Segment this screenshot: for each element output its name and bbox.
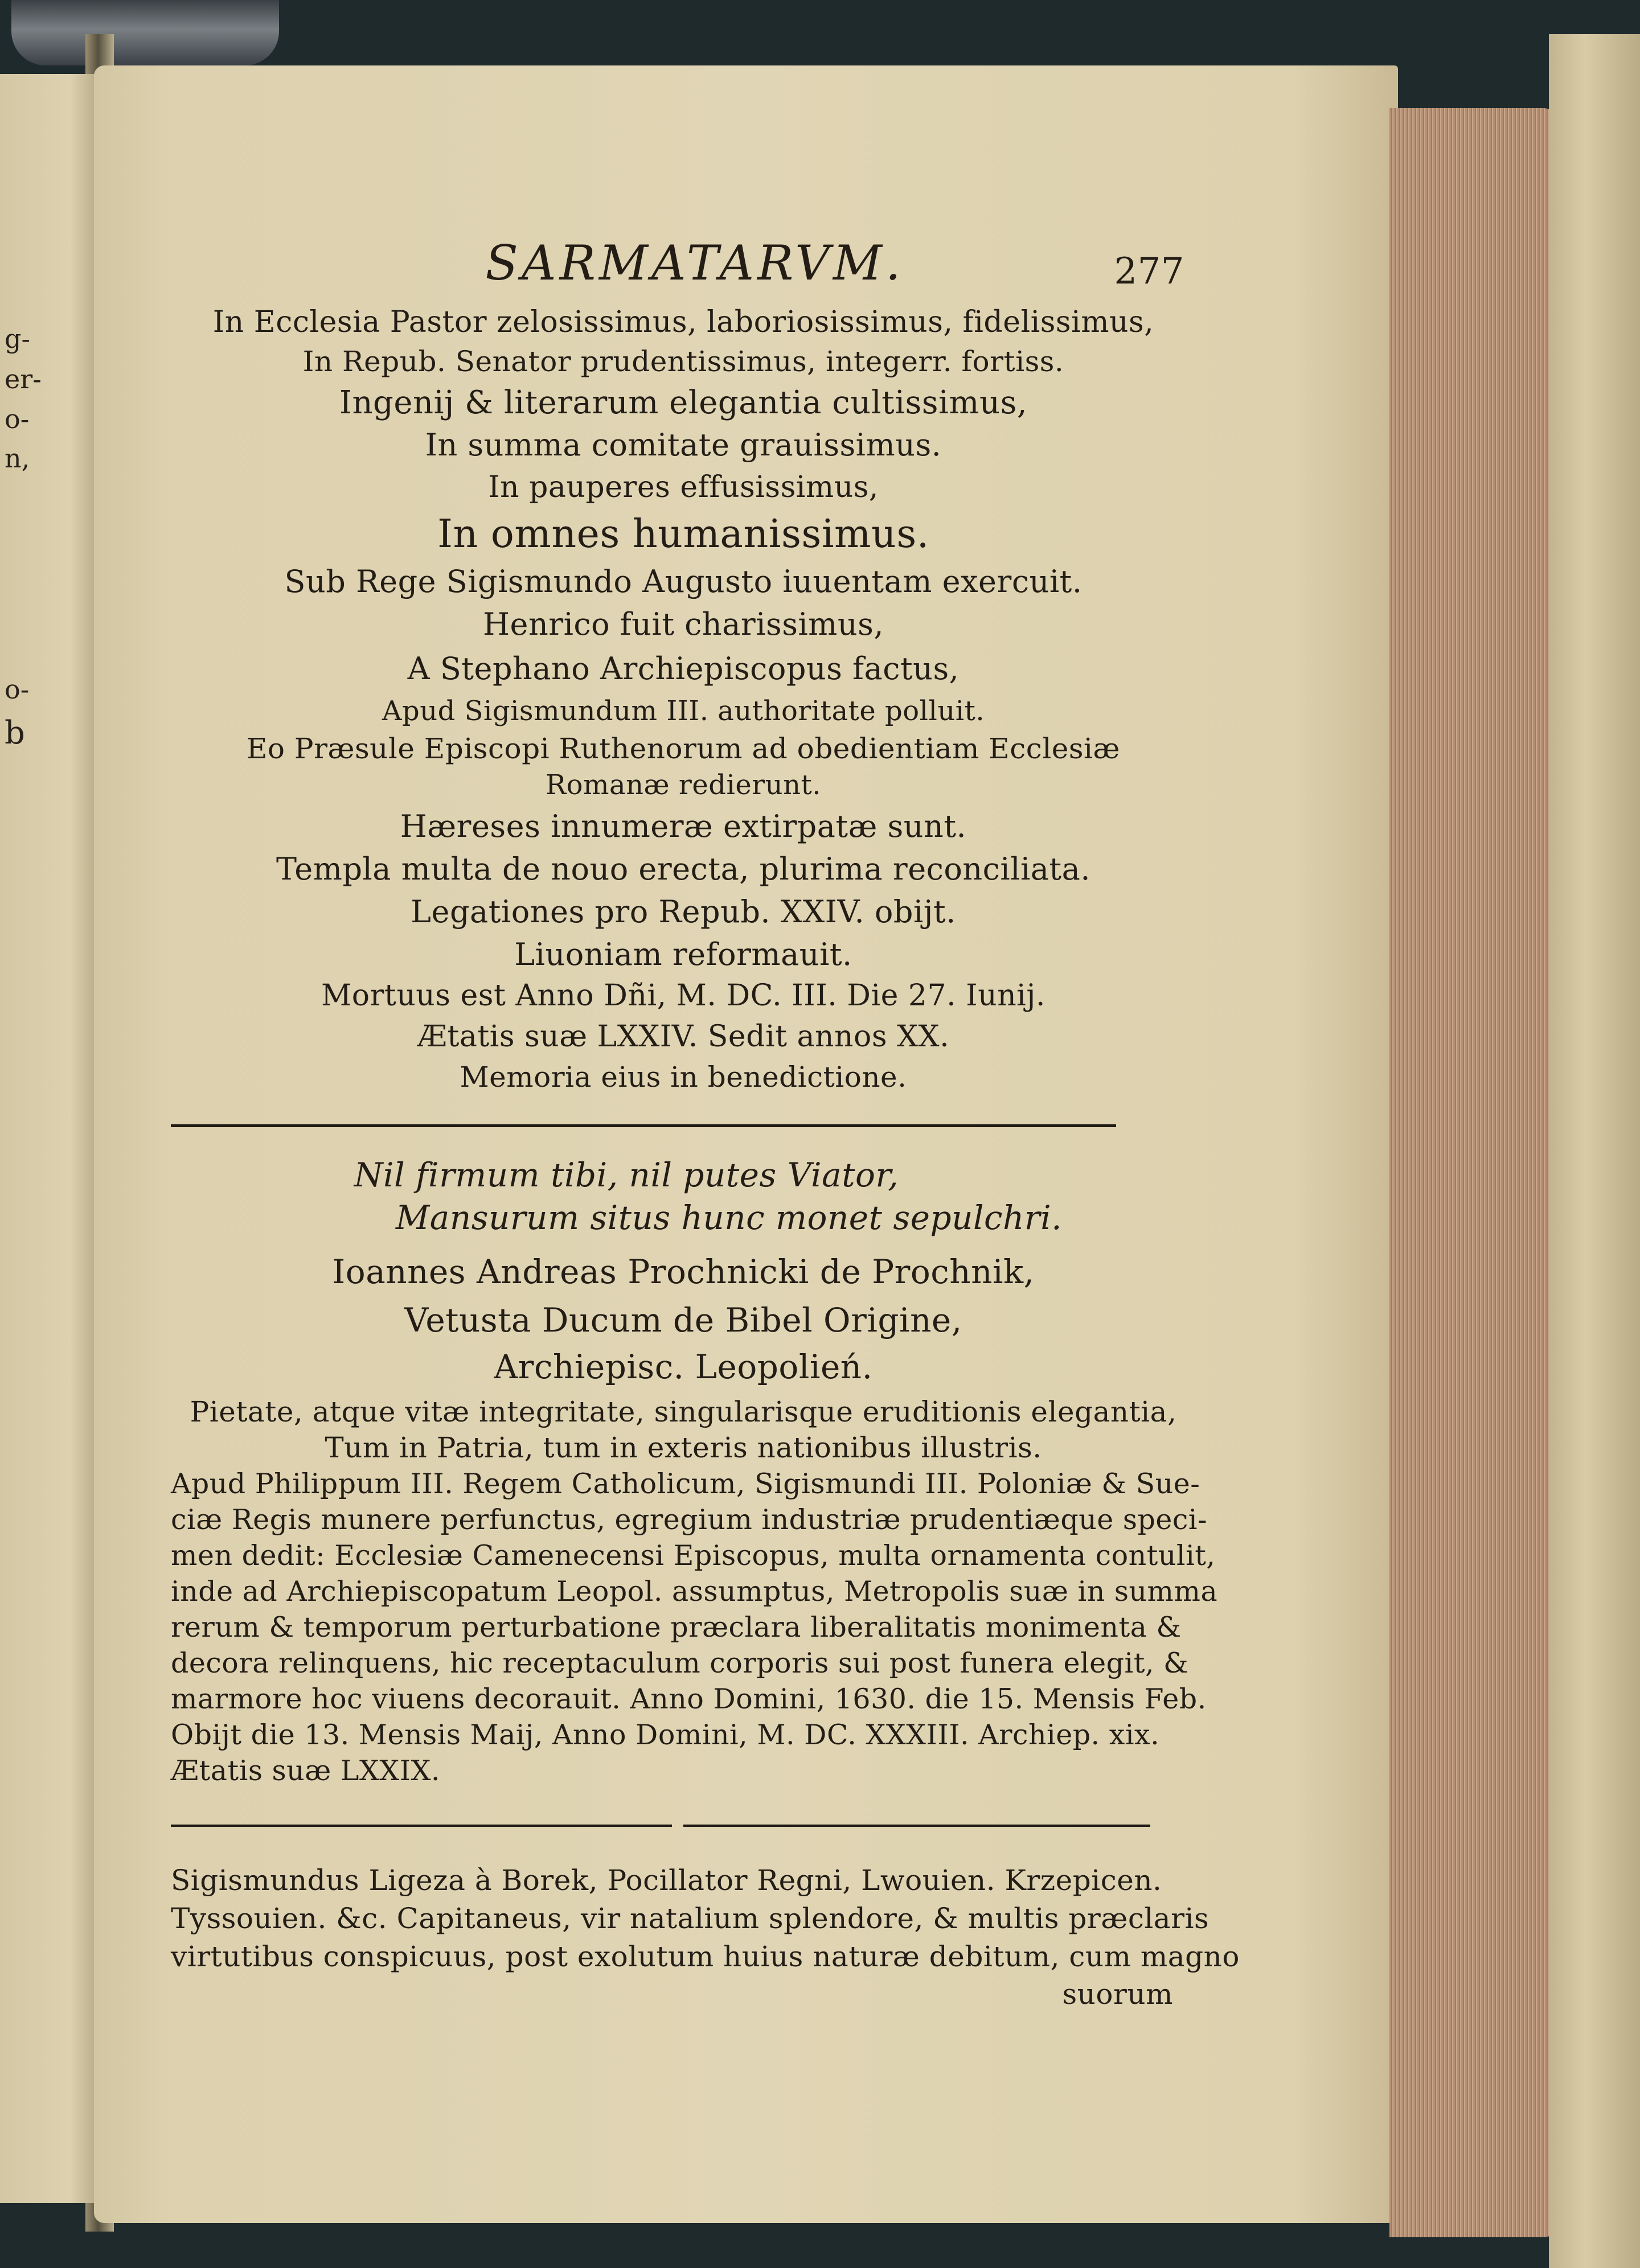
epitaph-line: Templa multa de nouo erecta, plurima reconciliata.	[276, 851, 1090, 887]
left-page-fragment: er-	[5, 364, 42, 395]
epitaph-line: In summa comitate grauissimus.	[425, 427, 942, 463]
epitaph-line: Apud Sigismundum III. authoritate polluit.	[382, 695, 985, 727]
body-line: men dedit: Ecclesiæ Camenecensi Episcopus, multa ornamenta contulit,	[171, 1539, 1216, 1572]
page-edges	[1389, 108, 1560, 2237]
body-line: Sigismundus Ligeza à Borek, Pocillator Regni, Lwouien. Krzepicen.	[171, 1864, 1162, 1897]
epitaph-line: Eo Præsule Episcopi Ruthenorum ad obedientiam Ecclesiæ	[246, 732, 1121, 765]
verse-line: Nil firmum tibi, nil putes Viator,	[354, 1156, 899, 1194]
section-divider	[171, 1124, 1116, 1127]
body-line: Apud Philippum III. Regem Catholicum, Sigismundi III. Poloniæ & Sue-	[171, 1468, 1200, 1500]
body-line: decora relinquens, hic receptaculum corporis sui post funera elegit, &	[171, 1647, 1189, 1679]
epitaph-line: Legationes pro Repub. XXIV. obijt.	[411, 894, 956, 930]
section-divider-right	[683, 1825, 1150, 1827]
body-line: ciæ Regis munere perfunctus, egregium industriæ prudentiæque speci-	[171, 1503, 1208, 1536]
epitaph-line: Romanæ redierunt.	[545, 769, 822, 801]
epitaph-line: In pauperes effusissimus,	[488, 470, 879, 504]
body-line: Obijt die 13. Mensis Maij, Anno Domini, M. DC. XXXIII. Archiep. xix.	[171, 1719, 1160, 1751]
epitaph-line: Sub Rege Sigismundo Augusto iuuentam exercuit.	[284, 564, 1083, 599]
left-page-fragment: n,	[5, 443, 30, 474]
epitaph-line: Ingenij & literarum elegantia cultissimus,	[339, 384, 1028, 421]
section-divider-left	[171, 1825, 672, 1827]
left-page-fragment: o-	[5, 674, 30, 705]
body-line: marmore hoc viuens decorauit. Anno Domini, 1630. die 15. Mensis Feb.	[171, 1683, 1207, 1715]
body-line: Pietate, atque vitæ integritate, singularisque eruditionis elegantia,	[190, 1395, 1177, 1428]
cover-board	[1549, 34, 1640, 2268]
left-page-fragment: g-	[5, 323, 30, 354]
catchword: suorum	[1062, 1978, 1173, 2011]
body-line: Tyssouien. &c. Capitaneus, vir natalium splendore, & multis præclaris	[171, 1902, 1210, 1935]
left-page-fragment: b	[5, 714, 25, 751]
epitaph-line: Mortuus est Anno Dñi, M. DC. III. Die 27. Iunij.	[321, 979, 1046, 1013]
epitaph-line: Liuoniam reformauit.	[514, 936, 852, 972]
verse-line: Mansurum situs hunc monet sepulchri.	[395, 1198, 1063, 1237]
epitaph-line: Hæreses innumeræ extirpatæ sunt.	[400, 808, 967, 844]
headband	[11, 0, 279, 65]
epitaph-line: Memoria eius in benedictione.	[460, 1061, 907, 1094]
left-page	[0, 74, 100, 2203]
epitaph-line: In omnes humanissimus.	[437, 512, 929, 557]
body-line: Tum in Patria, tum in exteris nationibus illustris.	[325, 1431, 1042, 1464]
running-head: SARMATARVM.	[485, 235, 904, 291]
epitaph-line: Ætatis suæ LXXIV. Sedit annos XX.	[417, 1020, 950, 1054]
epitaph-line: A Stephano Archiepiscopus factus,	[407, 651, 960, 687]
name-line: Ioannes Andreas Prochnicki de Prochnik,	[332, 1252, 1035, 1291]
epitaph-line: In Repub. Senator prudentissimus, integerr. fortiss.	[302, 345, 1064, 378]
body-line: inde ad Archiepiscopatum Leopol. assumptus, Metropolis suæ in summa	[171, 1575, 1218, 1608]
epitaph-line: Henrico fuit charissimus,	[482, 606, 884, 642]
name-line: Archiepisc. Leopolień.	[494, 1347, 873, 1386]
body-line: virtutibus conspicuus, post exolutum huius naturæ debitum, cum magno	[171, 1940, 1240, 1973]
body-line: rerum & temporum perturbatione præclara liberalitatis monimenta &	[171, 1611, 1182, 1644]
epitaph-line: In Ecclesia Pastor zelosissimus, laboriosissimus, fidelissimus,	[212, 305, 1154, 339]
name-line: Vetusta Ducum de Bibel Origine,	[404, 1301, 962, 1340]
left-page-fragment: o-	[5, 404, 30, 434]
body-line: Ætatis suæ LXXIX.	[171, 1755, 440, 1787]
page-number: 277	[1114, 250, 1184, 293]
